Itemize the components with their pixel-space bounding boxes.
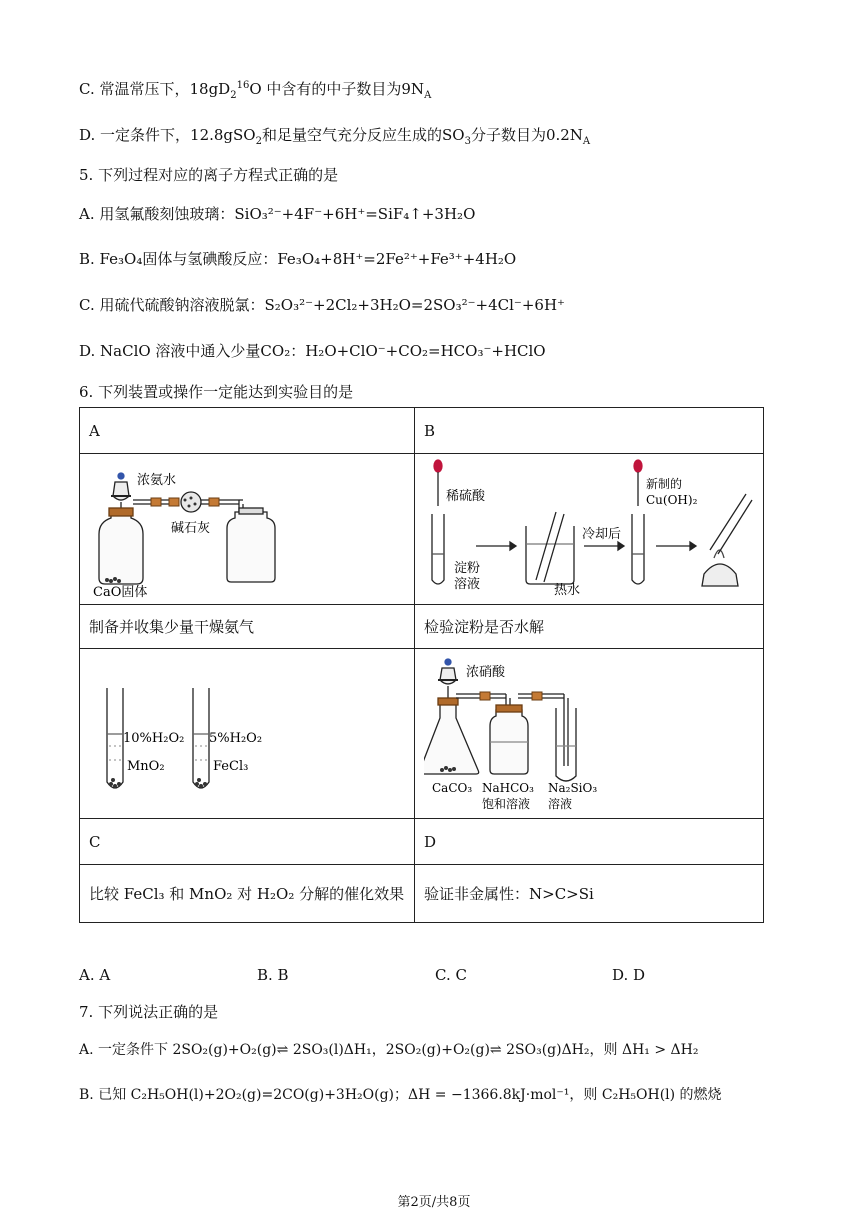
label-fecl3: FeCl₃: [213, 758, 249, 774]
apparatus-catalyst-figure: [89, 650, 389, 814]
page-footer: 第2页/共8页: [397, 1195, 471, 1210]
figure-c-cell: [80, 649, 415, 819]
label-soda-lime: 碱石灰: [171, 521, 211, 536]
caption-c: 比较 FeCl₃ 和 MnO₂ 对 H₂O₂ 分解的催化效果: [80, 865, 415, 923]
q4-option-c: C. 常温常压下，$18gD_2^{16}O$ 中含有的中子数目为$9N_A$: [79, 80, 432, 101]
label-solution: 溶液: [454, 577, 481, 592]
q5-option-a: A. 用氢氟酸刻蚀玻璃：SiO₃²⁻+4F⁻+6H⁺=SiF₄↑+3H₂O: [79, 205, 476, 223]
label-nahco3: NaHCO₃: [482, 780, 534, 795]
label-na2sio3: Na₂SiO₃: [548, 780, 598, 795]
label-conc-nitric: 浓硝酸: [466, 664, 506, 680]
figure-a-cell: [80, 454, 415, 605]
figure-b-cell: [415, 454, 764, 605]
q6-stem: 6. 下列装置或操作一定能达到实验目的是: [79, 383, 354, 401]
label-ammonia: 浓氨水: [137, 473, 177, 488]
label-caco3: CaCO₃: [432, 780, 473, 795]
label-saturated: 饱和溶液: [482, 796, 531, 811]
q4-option-d: D. 一定条件下，12.8gSO$_2$和足量空气充分反应生成的$SO_3$分子数目为$0.2N_A$: [79, 126, 591, 147]
caption-b: 检验淀粉是否水解: [415, 605, 764, 649]
q6-option-b[interactable]: B. B: [257, 966, 289, 984]
apparatus-ammonia-figure: [89, 454, 389, 600]
q7-option-a: A. 一定条件下 2SO₂(g)+O₂(g)⇌ 2SO₃(l)ΔH₁，2SO₂(g)+O₂(g)⇌ 2SO₃(g)ΔH₂，则 ΔH₁ > ΔH₂: [79, 1042, 699, 1058]
label-dilute-sulfuric: 稀硫酸: [446, 489, 486, 504]
q7-stem: 7. 下列说法正确的是: [79, 1003, 219, 1021]
figure-d-cell: [415, 649, 764, 819]
q5-option-b: B. Fe₃O₄固体与氢碘酸反应：Fe₃O₄+8H⁺=2Fe²⁺+Fe³⁺+4H₂O: [79, 250, 517, 268]
label-fresh: 新制的: [646, 477, 683, 491]
apparatus-starch-figure: [424, 454, 754, 600]
q5-option-d: D. NaClO 溶液中通入少量CO₂：H₂O+ClO⁻+CO₂=HCO₃⁻+HClO: [79, 342, 546, 360]
q5-option-c: C. 用硫代硫酸钠溶液脱氯：S₂O₃²⁻+2Cl₂+3H₂O=2SO₃²⁻+4Cl⁻+6H⁺: [79, 296, 565, 314]
cell-label-d: D: [415, 819, 764, 865]
cell-label-b: B: [415, 408, 764, 454]
label-cao: CaO固体: [93, 585, 148, 600]
q5-stem: 5. 下列过程对应的离子方程式正确的是: [79, 166, 339, 184]
q6-option-c[interactable]: C. C: [435, 966, 467, 984]
label-h2o2-10: 10%H₂O₂: [123, 730, 185, 746]
cell-label-c: C: [80, 819, 415, 865]
caption-d: 验证非金属性：N>C>Si: [415, 865, 764, 923]
q6-option-a[interactable]: A. A: [79, 966, 111, 984]
label-mno2: MnO₂: [127, 758, 165, 774]
q6-option-d[interactable]: D. D: [612, 966, 646, 984]
label-h2o2-5: 5%H₂O₂: [209, 730, 263, 746]
label-starch: 淀粉: [454, 561, 481, 576]
q6-apparatus-table: [79, 407, 764, 923]
cell-label-a: A: [80, 408, 415, 454]
label-hot-water: 热水: [554, 583, 581, 598]
q7-option-b: B. 已知 C₂H₅OH(l)+2O₂(g)=2CO(g)+3H₂O(g)；ΔH = −1366.8kJ·mol⁻¹，则 C₂H₅OH(l) 的燃烧: [79, 1087, 722, 1103]
label-after-cooling: 冷却后: [582, 527, 622, 542]
label-na2sio3-solution: 溶液: [548, 796, 573, 811]
caption-a: 制备并收集少量干燥氨气: [80, 605, 415, 649]
label-cuoh2: Cu(OH)₂: [646, 493, 698, 507]
apparatus-nonmetal-figure: [424, 650, 754, 814]
